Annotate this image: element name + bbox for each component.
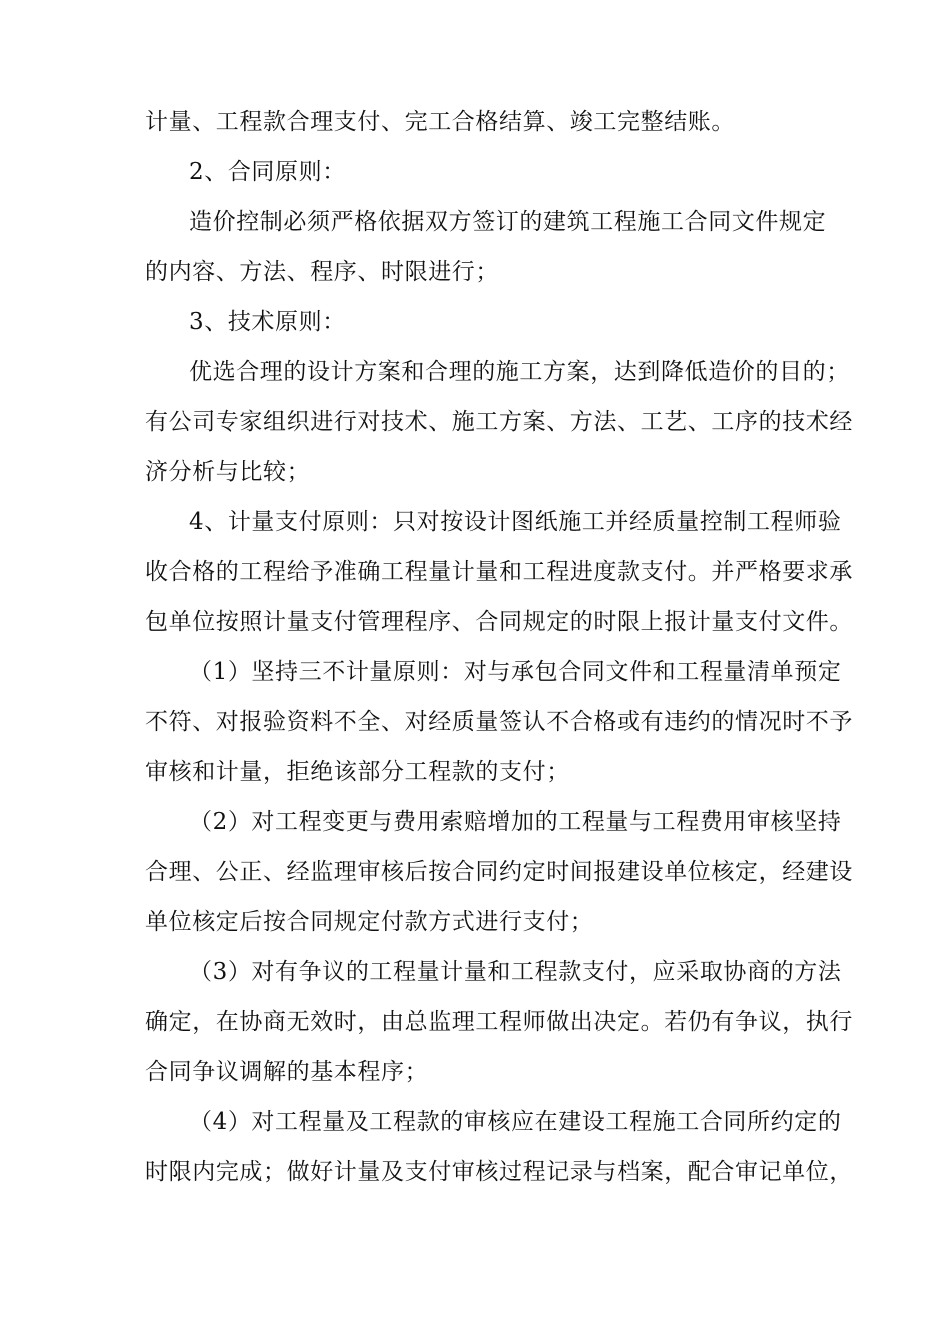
text-line: 不符、对报验资料不全、对经质量签认不合格或有违约的情况时不予: [145, 709, 853, 735]
text-line: 造价控制必须严格依据双方签订的建筑工程施工合同文件规定: [189, 209, 827, 235]
text-line: 合同争议调解的基本程序；: [145, 1059, 429, 1085]
section-heading-measurement: 4、计量支付原则：只对按设计图纸施工并经质量控制工程师验: [189, 509, 842, 535]
text-line: 优选合理的设计方案和合理的施工方案，达到降低造价的目的；: [189, 359, 850, 385]
list-item-4: （4）对工程量及工程款的审核应在建设工程施工合同所约定的: [189, 1109, 842, 1135]
list-item-3: （3）对有争议的工程量计量和工程款支付，应采取协商的方法: [189, 959, 842, 985]
text-line: 单位核定后按合同规定付款方式进行支付；: [145, 909, 594, 935]
section-heading-contract: 2、合同原则：: [189, 159, 346, 185]
list-item-2: （2）对工程变更与费用索赔增加的工程量与工程费用审核坚持: [189, 809, 842, 835]
text-line: 包单位按照计量支付管理程序、合同规定的时限上报计量支付文件。: [145, 609, 853, 635]
text-line: 确定，在协商无效时，由总监理工程师做出决定。若仍有争议，执行: [145, 1009, 853, 1035]
text-line: 时限内完成；做好计量及支付审核过程记录与档案，配合审记单位，: [145, 1159, 853, 1185]
text-line: 审核和计量，拒绝该部分工程款的支付；: [145, 759, 570, 785]
text-line: 济分析与比较；: [145, 459, 311, 485]
section-heading-technical: 3、技术原则：: [189, 309, 346, 335]
text-line: 有公司专家组织进行对技术、施工方案、方法、工艺、工序的技术经: [145, 409, 853, 435]
text-line: 收合格的工程给予准确工程量计量和工程进度款支付。并严格要求承: [145, 559, 853, 585]
text-line: 计量、工程款合理支付、完工合格结算、竣工完整结账。: [145, 109, 735, 135]
text-line: 合理、公正、经监理审核后按合同约定时间报建设单位核定，经建设: [145, 859, 853, 885]
text-line: 的内容、方法、程序、时限进行；: [145, 259, 499, 285]
list-item-1: （1）坚持三不计量原则：对与承包合同文件和工程量清单预定: [189, 659, 842, 685]
